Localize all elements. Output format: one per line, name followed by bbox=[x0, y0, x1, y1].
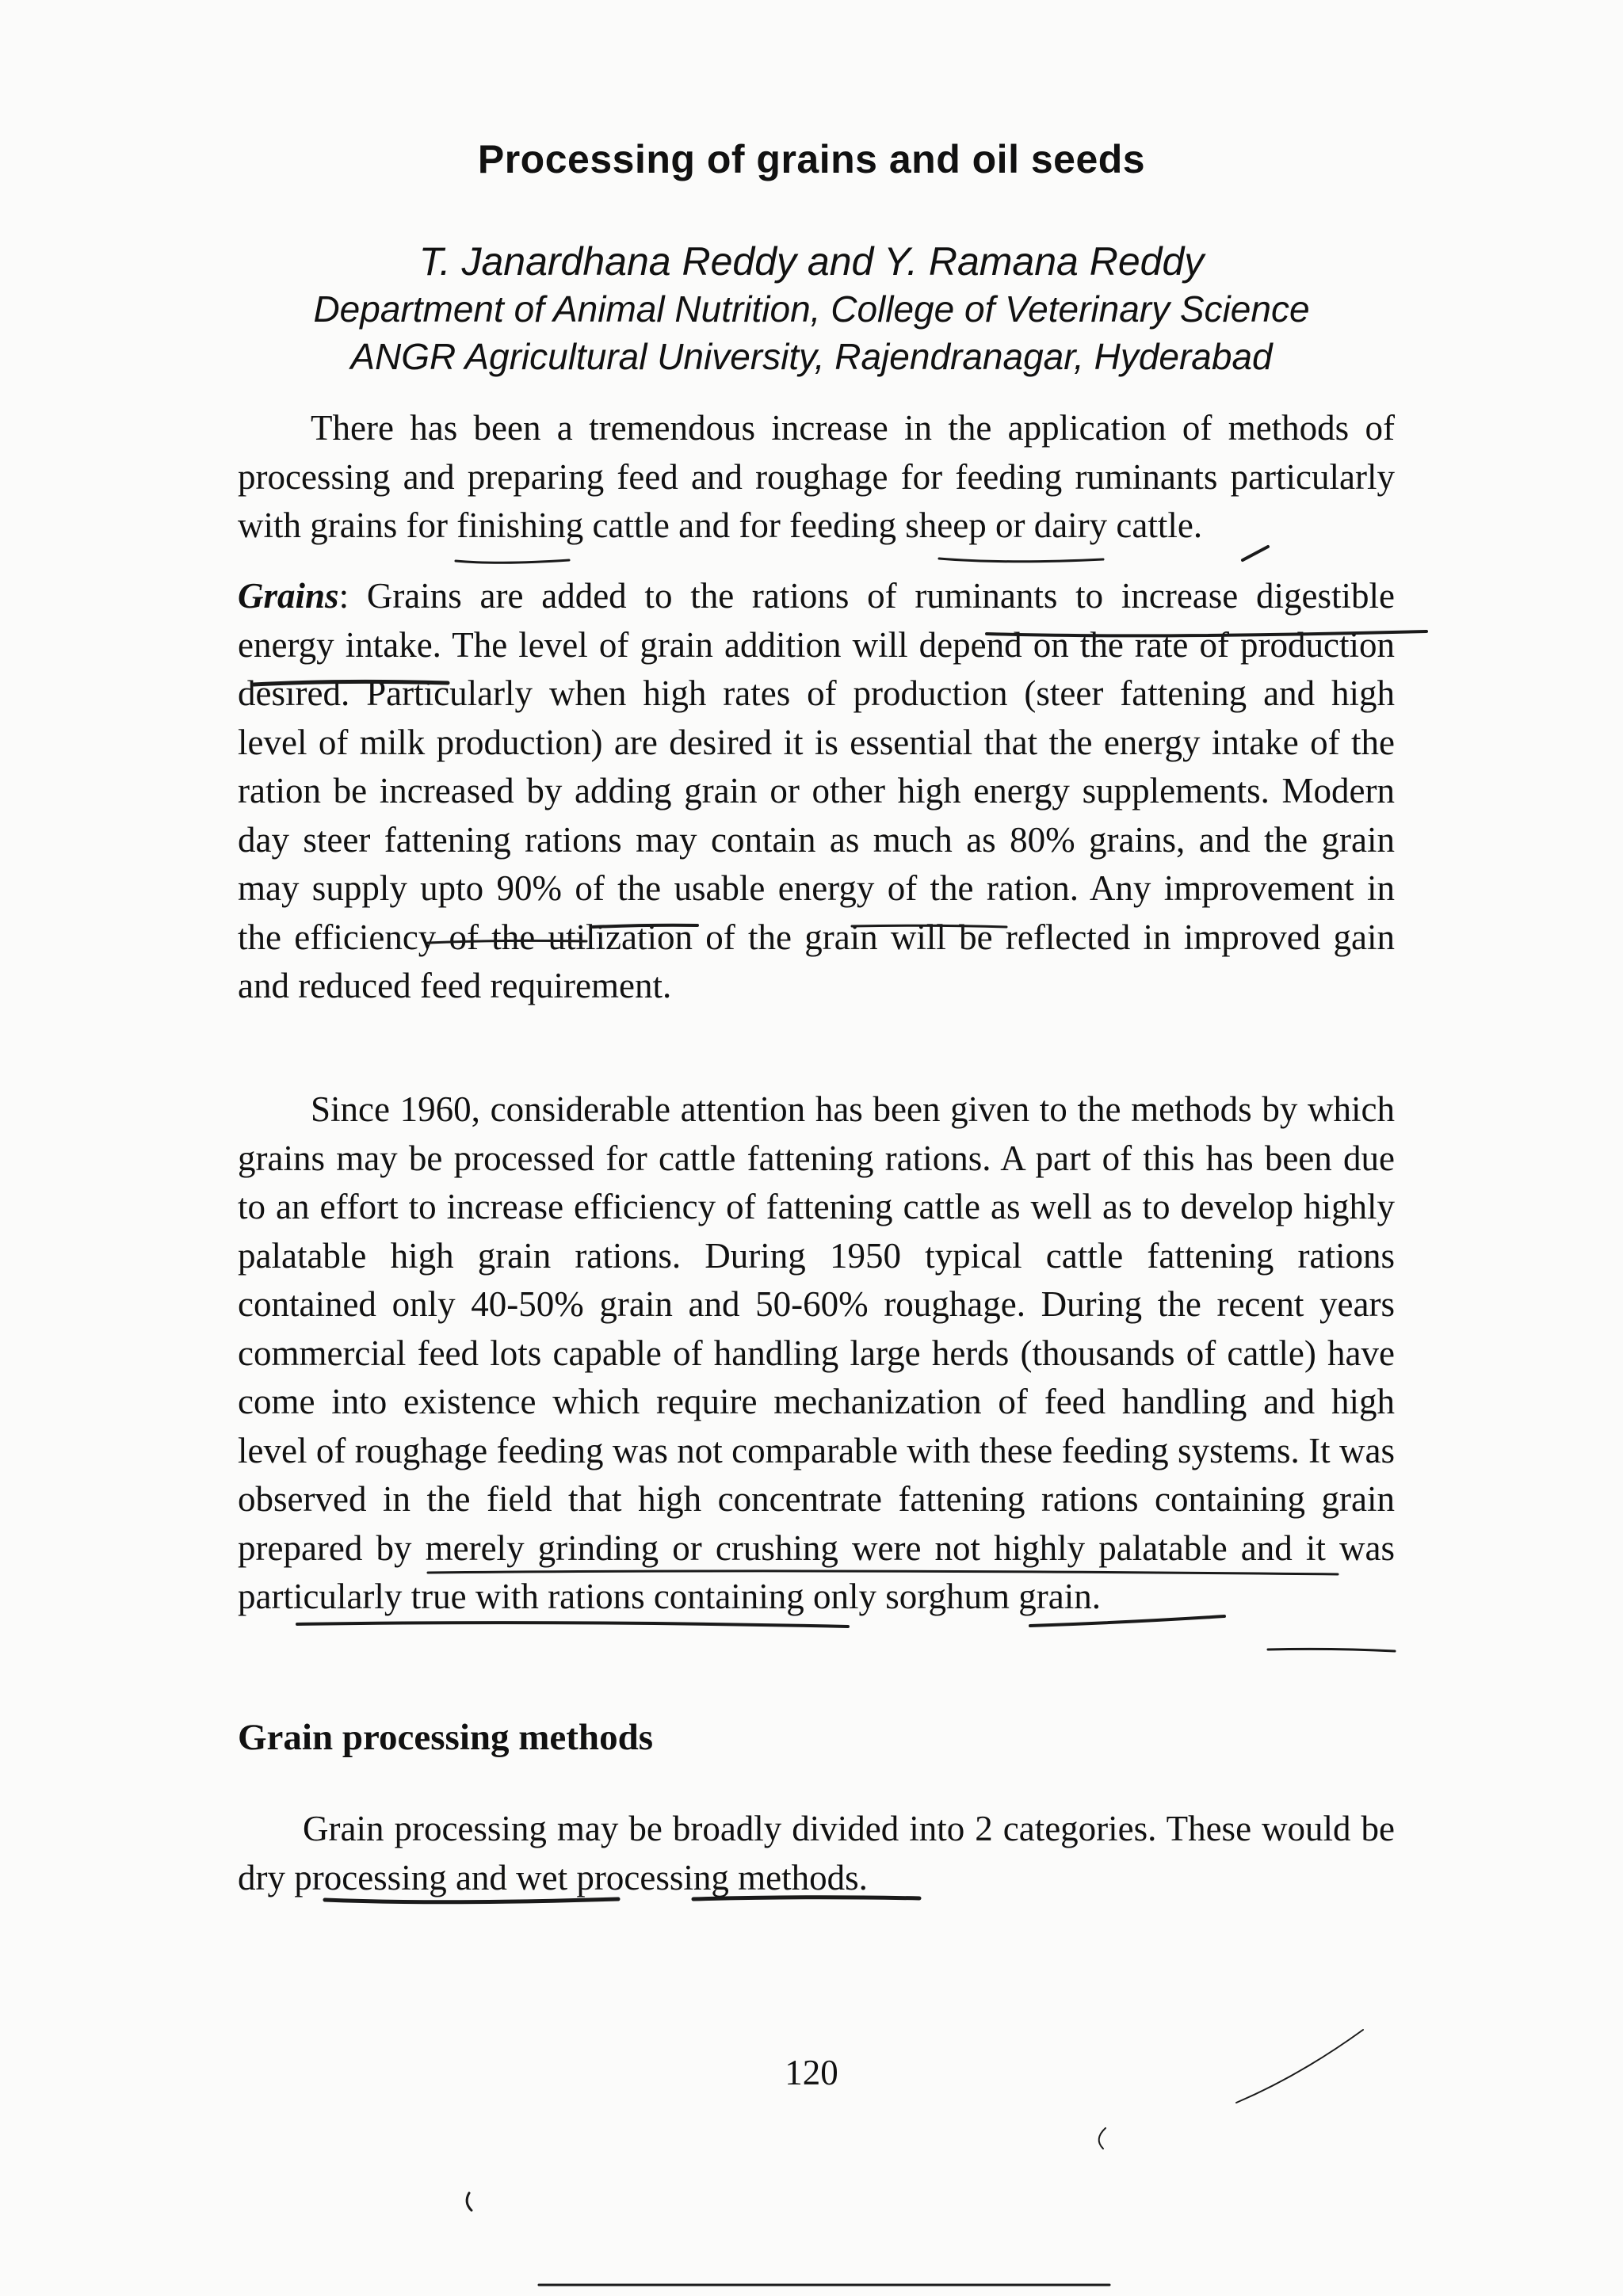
page-number: 120 bbox=[785, 2053, 838, 2092]
methods-paragraph: Grain processing may be broadly divided into 2 categories. These would be dry processing and wet processing methods. bbox=[238, 1809, 1395, 1897]
history-paragraph: Since 1960, considerable attention has been given to the methods by which grains may be processed for cattle fattening rations. A part of this has been due to an effort to increase efficiency of fattening cattle as well as to develop highly palatable high grain rations. During 1950 typical cattle fattening rations contained only 40-50% grain and 50-60% roughage. During the recent years commercial feed lots capable of handling large herds (thousands of cattle) have come into existence which require mechanization of feed handling and high level of roughage feeding was not comparable with these feeding systems. It was observed in the field that high concentrate fattening rations containing grain prepared by merely grinding or crushing were not highly palatable and it was particularly true with rations containing only sorghum grain. bbox=[238, 1089, 1395, 1616]
intro-paragraph: There has been a tremendous increase in the application of methods of processing and preparing feed and roughage for feeding ruminants particularly with grains for finishing cattle and for feeding sheep or dairy cattle. bbox=[238, 408, 1395, 545]
stray-pen-mark-bottom-left bbox=[467, 2193, 472, 2210]
section-heading-grain-processing: Grain processing methods bbox=[238, 1717, 653, 1758]
underline-sorghum bbox=[1268, 1649, 1395, 1651]
author-names: T. Janardhana Reddy and Y. Ramana Reddy bbox=[418, 239, 1205, 284]
underline-sheep-dairy bbox=[939, 559, 1103, 562]
author-block bbox=[0, 238, 1623, 380]
stray-pen-mark-curl bbox=[1099, 2128, 1106, 2149]
grains-label: Grains bbox=[238, 576, 339, 616]
underline-grinding-crushing bbox=[297, 1623, 848, 1627]
grains-text: Grains are added to the rations of ruminants to increase digestible energy intake. The level of grain addition will depend on the rate of production desired. Particularly when high rates of production (steer fattening and high level of milk production) are desired it is essential that the energy intake of the ration be increased by adding grain or other high energy supplements. Modern day steer fattening rations may contain as much as 80% grains, and the grain may supply upto 90% of the usable energy of the ration. Any improvement in the efficiency of the utilization of the grain will be reflected in improved gain and reduced feed requirement. bbox=[238, 576, 1395, 1005]
grains-paragraph: Grains: Grains are added to the rations of ruminants to increase digestible energy intake. The level of grain addition will depend on the rate of production desired. Particularly when high rates of production (steer fattening and high level of milk production) are desired it is essential that the energy intake of the ration be increased by adding grain or other high energy supplements. Modern day steer fattening rations may contain as much as 80% grains, and the grain may supply upto 90% of the usable energy of the ration. Any improvement in the efficiency of the utilization of the grain will be reflected in improved gain and reduced feed requirement. bbox=[238, 576, 1395, 1005]
underline-finishing bbox=[456, 560, 569, 563]
author-institution: ANGR Agricultural University, Rajendranagar, Hyderabad bbox=[350, 336, 1273, 377]
author-department: Department of Animal Nutrition, College of Veterinary Science bbox=[313, 288, 1310, 330]
document-title: Processing of grains and oil seeds bbox=[477, 137, 1146, 181]
